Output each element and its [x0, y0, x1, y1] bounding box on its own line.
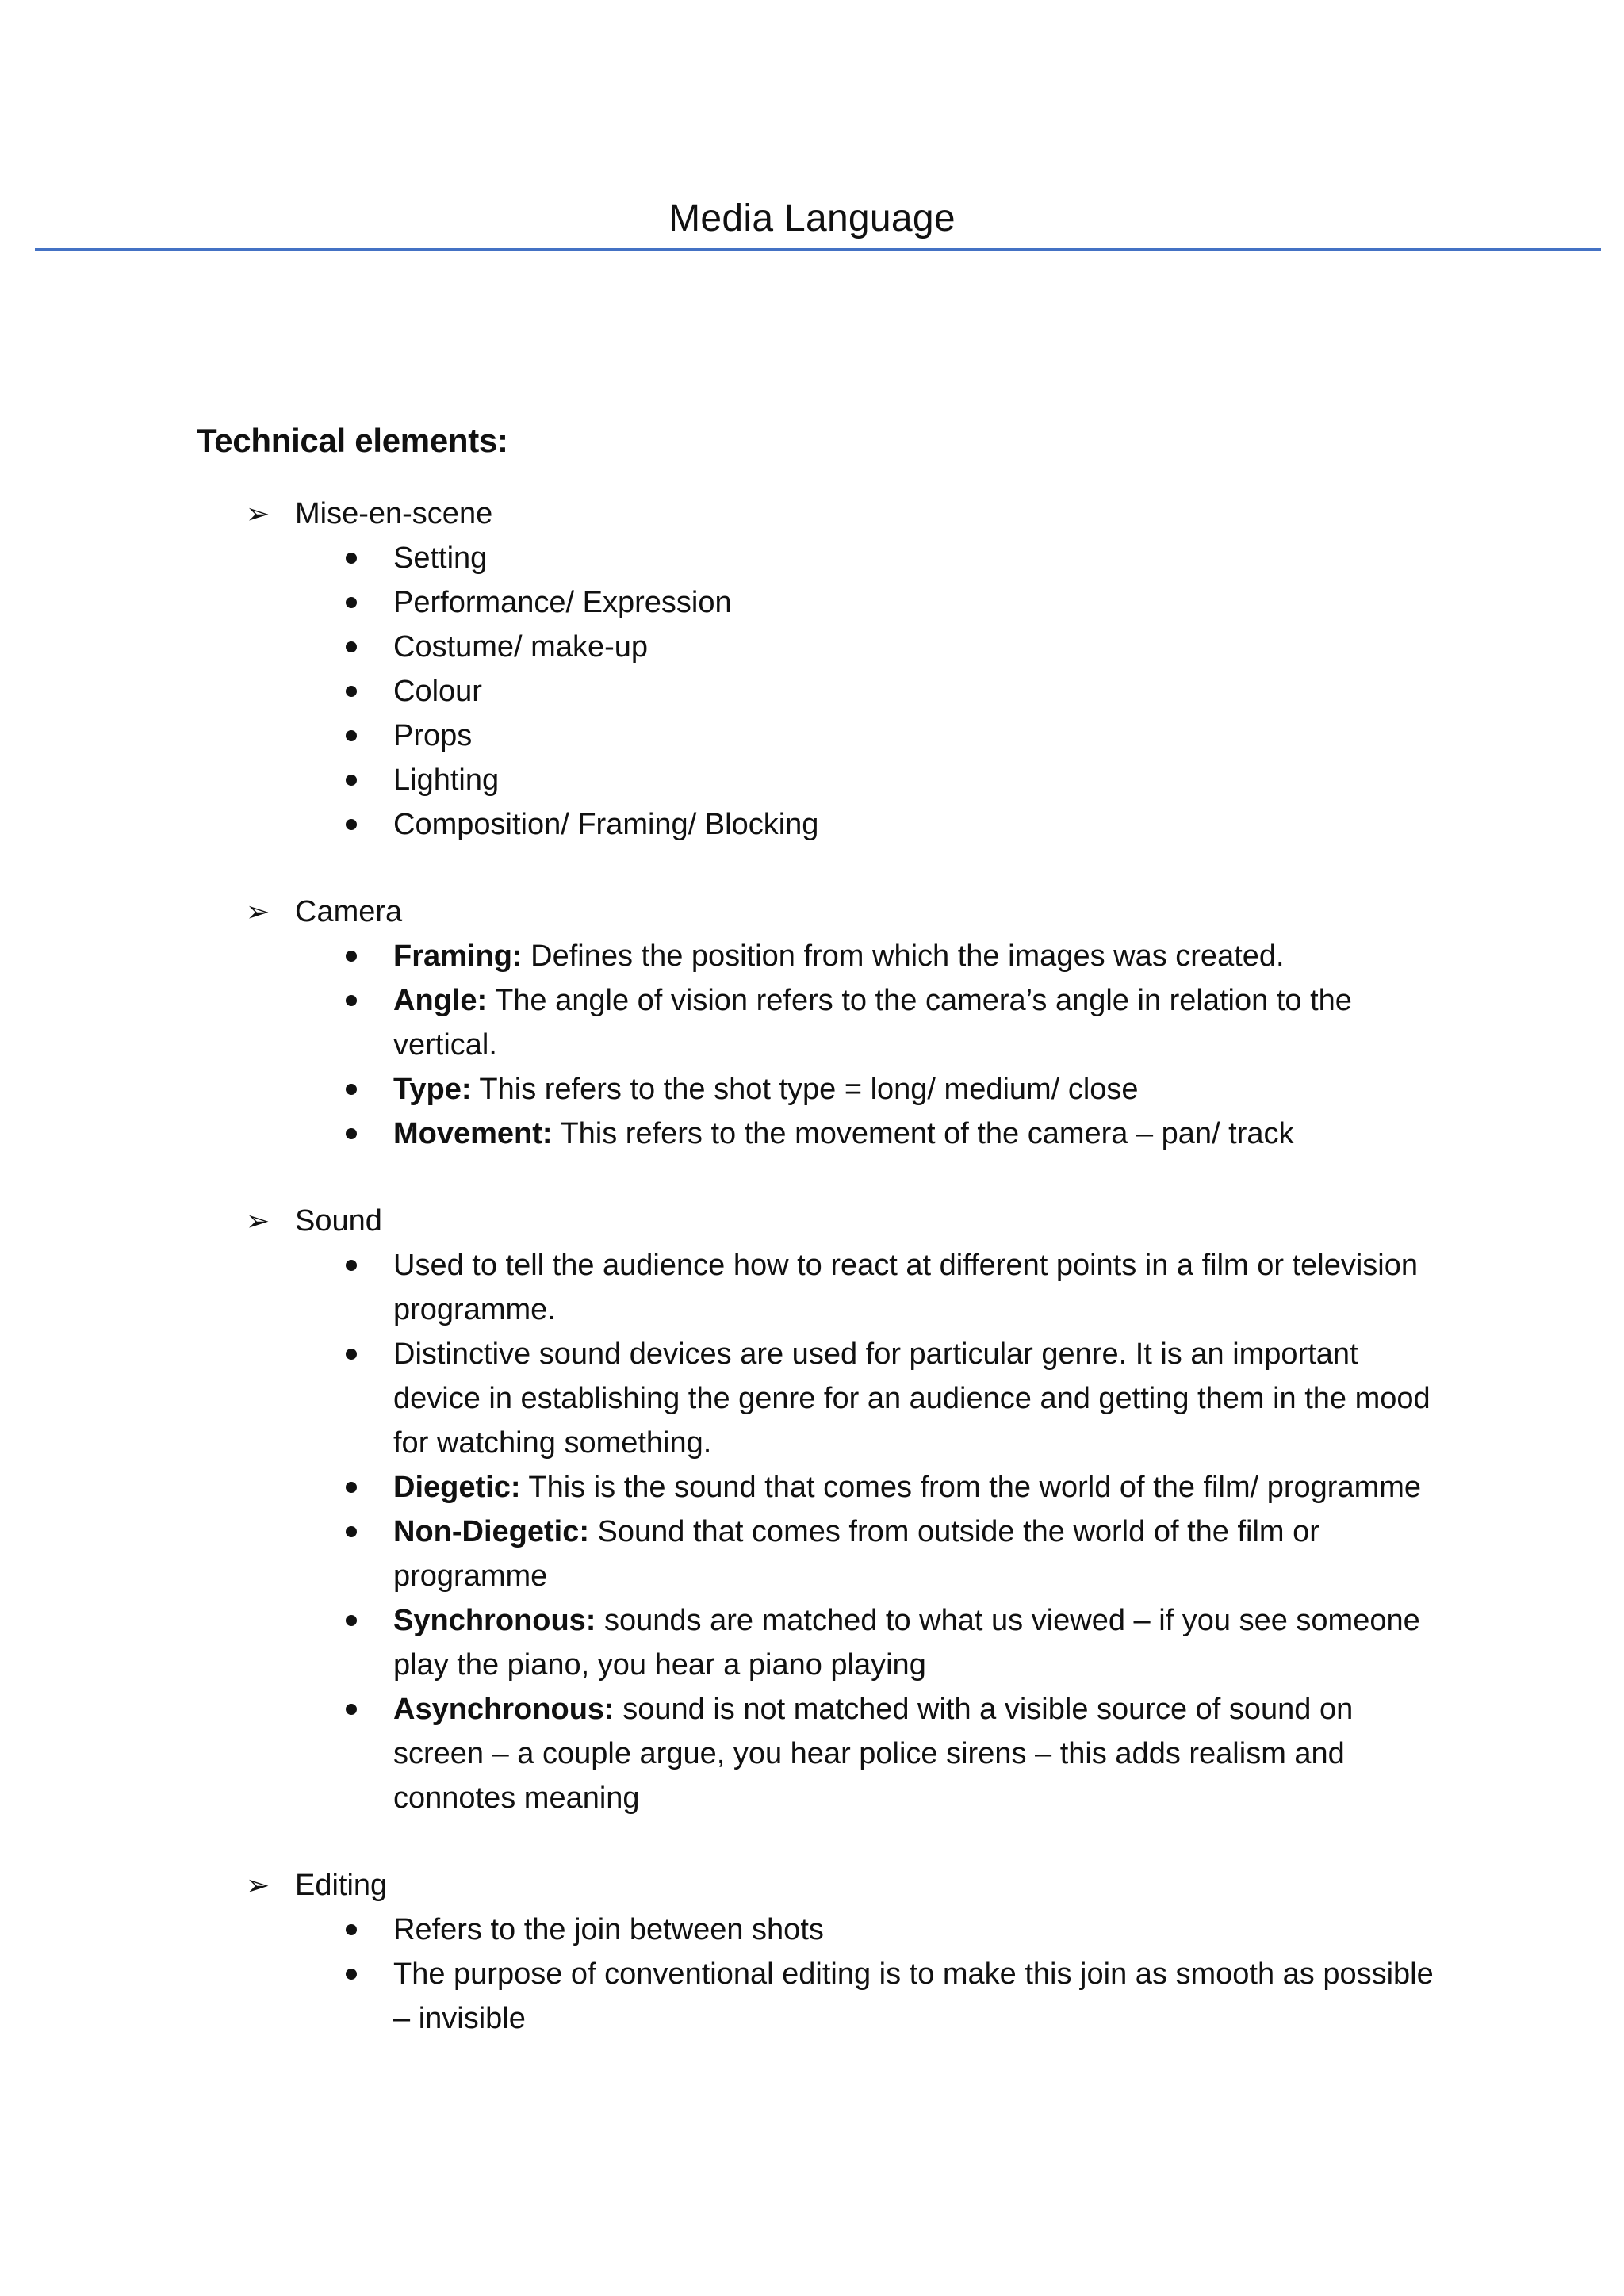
- page-title: Media Language: [668, 197, 956, 239]
- bullet-dot-icon: [346, 1260, 357, 1271]
- item-text: Costume/ make-up: [393, 630, 649, 664]
- arrow-bullet-icon: ➢: [246, 895, 270, 928]
- item-text: Props: [393, 719, 473, 752]
- item-term: Type:: [393, 1073, 472, 1106]
- bullet-dot-icon: [346, 1615, 357, 1626]
- bullet-list: [0, 1908, 1624, 2041]
- item-text: Composition/ Framing/ Blocking: [393, 808, 819, 841]
- item-term: Movement:: [393, 1117, 553, 1150]
- item-text: Setting: [393, 541, 488, 575]
- item-term: Diegetic:: [393, 1471, 521, 1504]
- item-term: Synchronous:: [393, 1604, 596, 1637]
- item-text: Refers to the join between shots: [393, 1913, 824, 1946]
- bullet-dot-icon: [346, 1128, 357, 1139]
- item-term: Angle:: [393, 984, 488, 1017]
- list-item: [0, 1687, 1624, 1820]
- group-mise-en-scene: [0, 492, 1624, 847]
- title-underline: [35, 248, 1601, 251]
- item-text: sound is not matched with a visible source of sound on screen – a couple argue, you hear police sirens – this adds realism and connotes meaning: [393, 1693, 1354, 1815]
- item-term: Non-Diegetic:: [393, 1515, 589, 1548]
- item-text: sounds are matched to what us viewed – if you see someone play the piano, you hear a piano playing: [393, 1604, 1420, 1682]
- item-text: This refers to the shot type = long/ medium/ close: [471, 1073, 1139, 1106]
- list-item: [0, 1332, 1624, 1465]
- group-header: [0, 1199, 1624, 1243]
- list-item: [0, 1598, 1624, 1687]
- group-label: Editing: [295, 1869, 388, 1902]
- item-text: Defines the position from which the images was created.: [522, 939, 1285, 973]
- bullet-dot-icon: [346, 1969, 357, 1980]
- item-text: Lighting: [393, 763, 500, 797]
- item-text: This is the sound that comes from the world of the film/ programme: [520, 1471, 1422, 1504]
- item-text: Distinctive sound devices are used for particular genre. It is an important device in establishing the genre for an audience and getting them in the mood for watching something.: [393, 1337, 1431, 1460]
- list-item: [0, 758, 1624, 802]
- list-item: [0, 1510, 1624, 1598]
- list-item: [0, 714, 1624, 758]
- item-text: Colour: [393, 675, 482, 708]
- group-camera: [0, 890, 1624, 1156]
- list-item: [0, 580, 1624, 625]
- bullet-dot-icon: [346, 819, 357, 830]
- list-item: [0, 978, 1624, 1067]
- document-body: [0, 492, 1624, 2084]
- item-term: Asynchronous:: [393, 1693, 615, 1726]
- bullet-dot-icon: [346, 686, 357, 697]
- list-item: [0, 1465, 1624, 1510]
- group-label: Mise-en-scene: [295, 497, 493, 530]
- list-item: [0, 802, 1624, 847]
- list-item: [0, 1067, 1624, 1112]
- bullet-dot-icon: [346, 1526, 357, 1537]
- bullet-dot-icon: [346, 597, 357, 608]
- item-text: Used to tell the audience how to react at different points in a film or television programme.: [393, 1249, 1419, 1326]
- group-sound: [0, 1199, 1624, 1820]
- list-item: [0, 669, 1624, 714]
- bullet-dot-icon: [346, 1084, 357, 1095]
- bullet-list: [0, 1243, 1624, 1820]
- arrow-bullet-icon: ➢: [246, 497, 270, 530]
- arrow-bullet-icon: ➢: [246, 1204, 270, 1237]
- group-header: [0, 890, 1624, 934]
- item-text: This refers to the movement of the camera – pan/ track: [552, 1117, 1294, 1150]
- item-text: The purpose of conventional editing is to make this join as smooth as possible – invisible: [393, 1957, 1434, 2035]
- bullet-dot-icon: [346, 553, 357, 564]
- bullet-dot-icon: [346, 951, 357, 962]
- item-text: The angle of vision refers to the camera’s angle in relation to the vertical.: [393, 984, 1352, 1062]
- group-editing: [0, 1863, 1624, 2041]
- list-item: [0, 625, 1624, 669]
- bullet-dot-icon: [346, 730, 357, 741]
- bullet-list: [0, 536, 1624, 847]
- bullet-dot-icon: [346, 775, 357, 786]
- group-header: [0, 1863, 1624, 1908]
- group-header: [0, 492, 1624, 536]
- group-label: Camera: [295, 895, 403, 928]
- list-item: [0, 1952, 1624, 2041]
- bullet-dot-icon: [346, 1704, 357, 1715]
- bullet-dot-icon: [346, 641, 357, 652]
- bullet-list: [0, 934, 1624, 1156]
- list-item: [0, 536, 1624, 580]
- bullet-dot-icon: [346, 995, 357, 1006]
- item-text: Sound that comes from outside the world of the film or programme: [393, 1515, 1320, 1593]
- bullet-dot-icon: [346, 1924, 357, 1935]
- list-item: [0, 934, 1624, 978]
- list-item: [0, 1112, 1624, 1156]
- group-label: Sound: [295, 1204, 382, 1238]
- bullet-dot-icon: [346, 1349, 357, 1360]
- list-item: [0, 1908, 1624, 1952]
- bullet-dot-icon: [346, 1482, 357, 1493]
- item-term: Framing:: [393, 939, 523, 973]
- list-item: [0, 1243, 1624, 1332]
- arrow-bullet-icon: ➢: [246, 1869, 270, 1901]
- section-heading: Technical elements:: [197, 422, 508, 459]
- item-text: Performance/ Expression: [393, 586, 732, 619]
